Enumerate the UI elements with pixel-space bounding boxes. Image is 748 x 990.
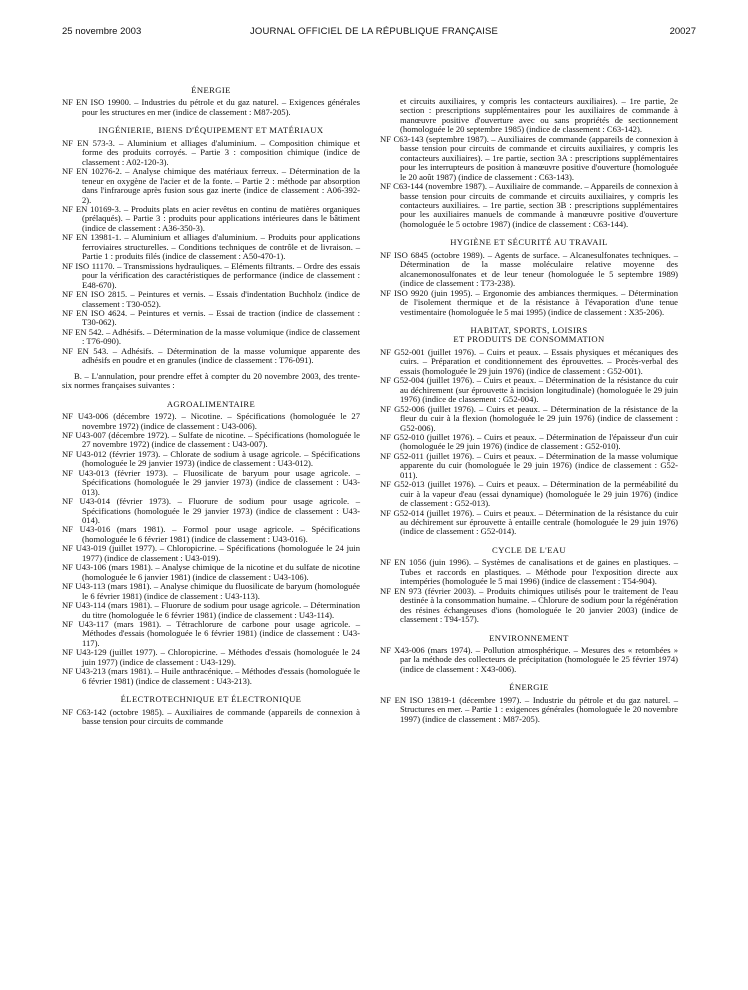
standard-entry: NF EN 10169-3. – Produits plats en acier revêtus en continu de matières organiques (prélaqués). – Partie 3 : produits pour applications intérieures dans le bâtiment (indice de classement : A36-350-3).	[62, 203, 360, 233]
standard-entry: NF ISO 6845 (octobre 1989). – Agents de surface. – Alcanesulfonates techniques. – Détermination de la masse moléculaire relative moyenne des alcanemonosulfonates et de leur teneur (homologuée le 5 septembre 1989) (indice de classement : T73-238).	[380, 249, 678, 289]
standard-entry: NF U43-007 (décembre 1972). – Sulfate de nicotine. – Spécifications (homologuée le 27 novembre 1972) (indice de classement : U43-007).	[62, 429, 360, 450]
standard-entry: NF G52-014 (juillet 1976). – Cuirs et peaux. – Détermination de la résistance du cuir au déchirement sur éprouvette à entaille centrale (homologuée le 29 juin 1976) (indice de classement : G52-014).	[380, 507, 678, 537]
standard-entry: NF U43-114 (mars 1981). – Fluorure de sodium pour usage agricole. – Détermination du titre (homologuée le 6 février 1981) (indice de classement : U43-114).	[62, 600, 360, 620]
section-heading-text: ÉNERGIE	[509, 682, 549, 693]
section-heading	[62, 86, 360, 95]
standard-entry: NF U43-213 (mars 1981). – Huile anthracénique. – Méthodes d'essais (homologuée le 6 février 1981) (indice de classement : U43-213).	[62, 666, 360, 686]
section-heading	[380, 683, 678, 692]
standard-entry: NF G52-013 (juillet 1976). – Cuirs et peaux. – Détermination de la perméabilité du cuir à la vapeur d'eau (essai dynamique) (homologuée le 29 juin 1976) (indice de classement : G52-013).	[380, 479, 678, 509]
section-heading	[62, 695, 360, 704]
section-heading	[380, 238, 678, 247]
left-column	[62, 86, 360, 727]
section-heading-text: ÉNERGIE	[191, 85, 231, 95]
paragraph: B. – L'annulation, pour prendre effet à compter du 20 novembre 2003, des trente-six normes françaises suivantes :	[62, 370, 360, 391]
standard-entry: NF U43-106 (mars 1981). – Analyse chimique de la nicotine et du sulfate de nicotine (homologuée le 6 janvier 1981) (indice de classement : U43-106).	[62, 562, 360, 582]
section-heading-text: HABITAT, SPORTS, LOISIRS	[470, 324, 588, 335]
standard-entry: NF EN ISO 2815. – Peintures et vernis. – Essais d'indentation Buchholz (indice de classement : T30-052).	[62, 289, 360, 309]
standard-entry: NF EN 973 (février 2003). – Produits chimiques utilisés pour le traitement de l'eau destinée à la consommation humaine. – Chlorure de sodium pour la régénération des résines échangeuses d'ions (homologuée le 20 janvier 2003) (indice de classement : T94-157).	[380, 585, 678, 625]
journal-title: JOURNAL OFFICIEL DE LA RÉPUBLIQUE FRANÇAISE	[249, 26, 499, 37]
page-header	[0, 0, 748, 40]
standard-entry: NF U43-013 (février 1973). – Fluosilicate de baryum pour usage agricole. – Spécifications (homologuée le 29 janvier 1973) (indice de classement : U43-013).	[62, 467, 360, 497]
standard-entry: NF EN ISO 13819-1 (décembre 1997). – Industrie du pétrole et du gaz naturel. – Structures en mer. – Partie 1 : exigences générales (homologuée le 20 novembre 1997) (indice de classement : M87-205).	[380, 694, 678, 724]
right-column	[380, 97, 678, 724]
standard-entry: NF EN ISO 4624. – Peintures et vernis. – Essai de traction (indice de classement : T30-062).	[62, 307, 360, 328]
standard-entry-continued: et circuits auxiliaires, y compris les contacteurs auxiliaires). – 1re partie, 2e section : prescriptions supplémentaires pour les auxiliaires de commande à manœuvre positive d'ouverture avec ou sans propriétés de sectionnement (homologuée le 20 septembre 1985) (indice de classement : C63-142).	[400, 96, 678, 135]
page-number: 20027	[669, 26, 696, 37]
standard-entry: NF C63-144 (novembre 1987). – Auxiliaire de commande. – Appareils de connexion à basse tension pour circuits de commande et circuits auxiliaires, y compris les contacteurs auxiliaires. – 1re partie, section 3B : prescriptions supplémentaires pour les auxiliaires manuels de commande à manœuvre positive d'ouverture (homologuée le 5 octobre 1987) (indice de classement : C63-144).	[380, 181, 678, 229]
section-heading-text: HYGIÈNE ET SÉCURITÉ AU TRAVAIL	[450, 237, 608, 248]
standard-entry: NF G52-006 (juillet 1976). – Cuirs et peaux. – Détermination de la résistance de la fleur du cuir à la flexion (homologuée le 29 juin 1976) (indice de classement : G52-006).	[380, 403, 678, 433]
standard-entry: NF C63-143 (septembre 1987). – Auxiliaires de commande (appareils de connexion à basse tension pour circuits de commande et circuits auxiliaires, y compris les contacteurs auxiliaires). – 1re partie, section 3A : prescriptions supplémentaires pour les interrupteurs de position à manœuvre positive d'ouverture (homologuée le 20 août 1987) (indice de classement : C63-143).	[380, 133, 678, 182]
standard-entry: NF G52-004 (juillet 1976). – Cuirs et peaux. – Détermination de la résistance du cuir au déchirement (sur éprouvette à incision longitudinale) (homologuée le 29 juin 1976) (indice de classement : G52-004).	[380, 375, 678, 405]
section-heading-text: ET PRODUITS DE CONSOMMATION	[453, 334, 605, 345]
section-heading-text: ÉLECTROTECHNIQUE ET ÉLECTRONIQUE	[120, 694, 302, 705]
section-heading	[380, 326, 678, 345]
standard-entry: NF EN ISO 19900. – Industries du pétrole et du gaz naturel. – Exigences générales pour les structures en mer (indice de classement : M87-205).	[62, 97, 360, 117]
standard-entry: NF G52-001 (juillet 1976). – Cuirs et peaux. – Essais physiques et mécaniques des cuirs. – Préparation et conditionnement des éprouvettes. – Procès-verbal des essais (homologuée le 29 juin 1976) (indice de classement : G52-001).	[380, 346, 678, 376]
section-heading-text: AGROALIMENTAIRE	[166, 398, 256, 409]
standard-entry: NF U43-129 (juillet 1977). – Chloropicrine. – Méthodes d'essais (homologuée le 24 juin 1977) (indice de classement : U43-129).	[62, 647, 360, 667]
standard-entry: NF U43-113 (mars 1981). – Analyse chimique du fluosilicate de baryum (homologuée le 6 février 1981) (indice de classement : U43-113).	[62, 581, 360, 601]
standard-entry: NF EN 1056 (juin 1996). – Systèmes de canalisations et de gaines en plastiques. – Tubes et raccords en plastiques. – Méthode pour l'exposition directe aux intempéries (homologuée le 5 mai 1996) (indice de classement : T54-904).	[380, 557, 678, 587]
standard-entry: NF X43-006 (mars 1974). – Pollution atmosphérique. – Mesures des « retombées » par la méthode des collecteurs de précipitation (homologuée le 25 février 1974) (indice de classement : X43-006).	[380, 645, 678, 674]
standard-entry: NF U43-117 (mars 1981). – Tétrachlorure de carbone pour usage agricole. – Méthodes d'essais (homologuée le 6 février 1981) (indice de classement : U43-117).	[62, 619, 360, 648]
standard-entry: NF G52-010 (juillet 1976). – Cuirs et peaux. – Détermination de l'épaisseur d'un cuir (homologuée le 29 juin 1976) (indice de classement : G52-010).	[380, 431, 678, 452]
section-heading-text: INGÉNIERIE, BIENS D'ÉQUIPEMENT ET MATÉRIAUX	[98, 125, 324, 136]
section-heading	[380, 546, 678, 555]
section-heading-text: CYCLE DE L'EAU	[492, 544, 566, 555]
standard-entry: NF ISO 9920 (juin 1995). – Ergonomie des ambiances thermiques. – Détermination de l'isolement thermique et de la résistance à l'évaporation d'une tenue vestimentaire (homologuée le 5 mai 1995) (indice de classement : X35-206).	[380, 287, 678, 317]
standard-entry: NF EN 10276-2. – Analyse chimique des matériaux ferreux. – Détermination de la teneur en oxygène de l'acier et de la fonte. – Partie 2 : méthode par absorption dans l'infrarouge après fusion sous gaz inerte (indice de classement : A06-392-2).	[62, 166, 360, 205]
standard-entry: NF U43-019 (juillet 1977). – Chloropicrine. – Spécifications (homologuée le 24 juin 1977) (indice de classement : U43-019).	[62, 543, 360, 563]
standard-entry: NF EN 13981-1. – Aluminium et alliages d'aluminium. – Produits pour applications ferroviaires structurelles. – Conditions techniques de contrôle et de livraison. – Partie 1 : produits filés (indice de classement : A50-470-1).	[62, 232, 360, 262]
standard-entry: NF EN 573-3. – Aluminium et alliages d'aluminium. – Composition chimique et forme des produits corroyés. – Partie 3 : composition chimique (indice de classement : A02-120-3).	[62, 137, 360, 167]
section-heading	[62, 400, 360, 409]
standard-entry: NF G52-011 (juillet 1976). – Cuirs et peaux. – Détermination de la masse volumique apparente du cuir (homologuée le 29 juin 1976) (indice de classement : G52-011).	[380, 450, 678, 480]
section-heading-text: ENVIRONNEMENT	[489, 632, 569, 643]
standard-entry: NF EN 542. – Adhésifs. – Détermination de la masse volumique (indice de classement : T76-090).	[62, 326, 360, 347]
section-heading	[62, 126, 360, 135]
standard-entry: NF U43-016 (mars 1981). – Formol pour usage agricole. – Spécifications (homologuée le 6 février 1981) (indice de classement : U43-016).	[62, 524, 360, 544]
section-heading	[380, 634, 678, 643]
header-date: 25 novembre 2003	[62, 26, 142, 37]
standard-entry: NF EN 543. – Adhésifs. – Détermination de la masse volumique apparente des adhésifs en poudre et en granules (indice de classement : T76-091).	[62, 345, 360, 366]
standard-entry: NF ISO 11170. – Transmissions hydrauliques. – Eléments filtrants. – Ordre des essais pour la vérification des caractéristiques de performance (indice de classement : E48-670).	[62, 260, 360, 290]
standard-entry: NF C63-142 (octobre 1985). – Auxiliaires de commande (appareils de connexion à basse tension pour circuits de commande	[62, 706, 360, 727]
standard-entry: NF U43-014 (février 1973). – Fluorure de sodium pour usage agricole. – Spécifications (homologuée le 29 janvier 1973) (indice de classement : U43-014).	[62, 496, 360, 526]
standard-entry: NF U43-006 (décembre 1972). – Nicotine. – Spécifications (homologuée le 27 novembre 1972) (indice de classement : U43-006).	[62, 411, 360, 431]
standard-entry: NF U43-012 (février 1973). – Chlorate de sodium à usage agricole. – Spécifications (homologuée le 29 janvier 1973) (indice de classement : U43-012).	[62, 448, 360, 469]
